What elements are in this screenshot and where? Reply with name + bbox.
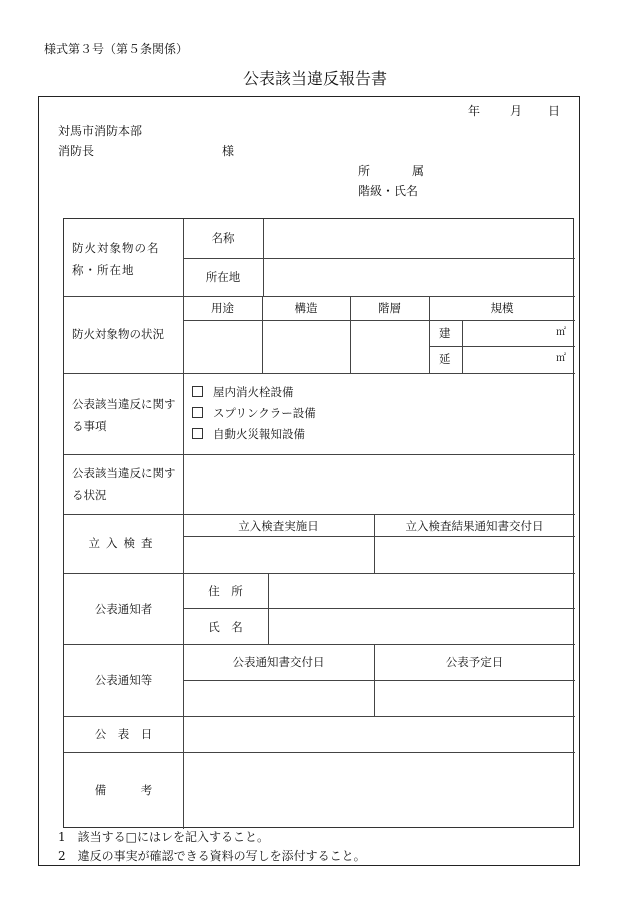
item-label: スプリンクラー設備	[213, 406, 316, 420]
notice-label: 公表通知等	[94, 673, 153, 687]
total-area-label: 延	[439, 352, 451, 366]
checkbox-item-2[interactable]	[192, 403, 316, 423]
report-table	[63, 218, 574, 828]
date-month-label: 月	[510, 104, 523, 118]
note-1: 1 該当する□にはレを記入すること。	[58, 830, 269, 844]
checkbox-item-3[interactable]	[192, 424, 305, 444]
address-label: 住 所	[208, 584, 243, 598]
date-day-label: 日	[548, 104, 561, 118]
col-scale: 規模	[490, 301, 514, 315]
note-2: 2 違反の事実が確認できる資料の写しを添付すること。	[58, 849, 366, 863]
sender-affiliation-b: 属	[412, 164, 425, 178]
inspection-date-label: 立入検査実施日	[238, 519, 319, 533]
date-year-label: 年	[468, 104, 481, 118]
remarks-label: 備 考	[94, 783, 153, 797]
target-status-label: 防火対象物の状況	[72, 327, 164, 341]
col-floors: 階層	[378, 301, 401, 315]
form-number: 様式第３号（第５条関係）	[44, 42, 189, 56]
violation-status-label: 公表該当違反に関する状況	[72, 466, 176, 502]
recipient-honorific: 様	[222, 144, 235, 158]
person-name-label: 氏 名	[208, 620, 243, 634]
name-label: 名称	[211, 231, 235, 245]
notice-date-label: 公表通知書交付日	[232, 655, 325, 669]
recipient-title: 消防長	[58, 144, 95, 158]
notifier-label: 公表通知者	[94, 602, 153, 616]
inspection-label: 立入検査	[88, 536, 159, 550]
building-area-unit: ㎡	[556, 327, 566, 338]
col-structure: 構造	[294, 301, 318, 315]
checkbox-icon[interactable]	[192, 407, 203, 418]
item-label: 屋内消火栓設備	[213, 385, 294, 399]
inspection-notice-date-label: 立入検査結果通知書交付日	[405, 519, 544, 533]
target-name-location-label: 防火対象物の名称・所在地	[72, 241, 160, 277]
planned-date-label: 公表予定日	[445, 655, 504, 669]
col-use: 用途	[211, 301, 234, 315]
checkbox-icon[interactable]	[192, 386, 203, 397]
document-title: 公表該当違反報告書	[242, 69, 387, 88]
violation-items-label: 公表該当違反に関する事項	[72, 397, 176, 433]
sender-rank-name: 階級・氏名	[358, 184, 419, 198]
checkbox-icon[interactable]	[192, 428, 203, 439]
publish-date-label: 公 表 日	[94, 727, 153, 741]
total-area-unit: ㎡	[556, 353, 566, 364]
checkbox-item-1[interactable]	[192, 382, 294, 402]
item-label: 自動火災報知設備	[213, 427, 305, 441]
building-area-label: 建	[439, 326, 451, 340]
sender-affiliation-a: 所	[358, 164, 371, 178]
recipient-org: 対馬市消防本部	[58, 124, 143, 138]
location-label: 所在地	[205, 270, 241, 284]
